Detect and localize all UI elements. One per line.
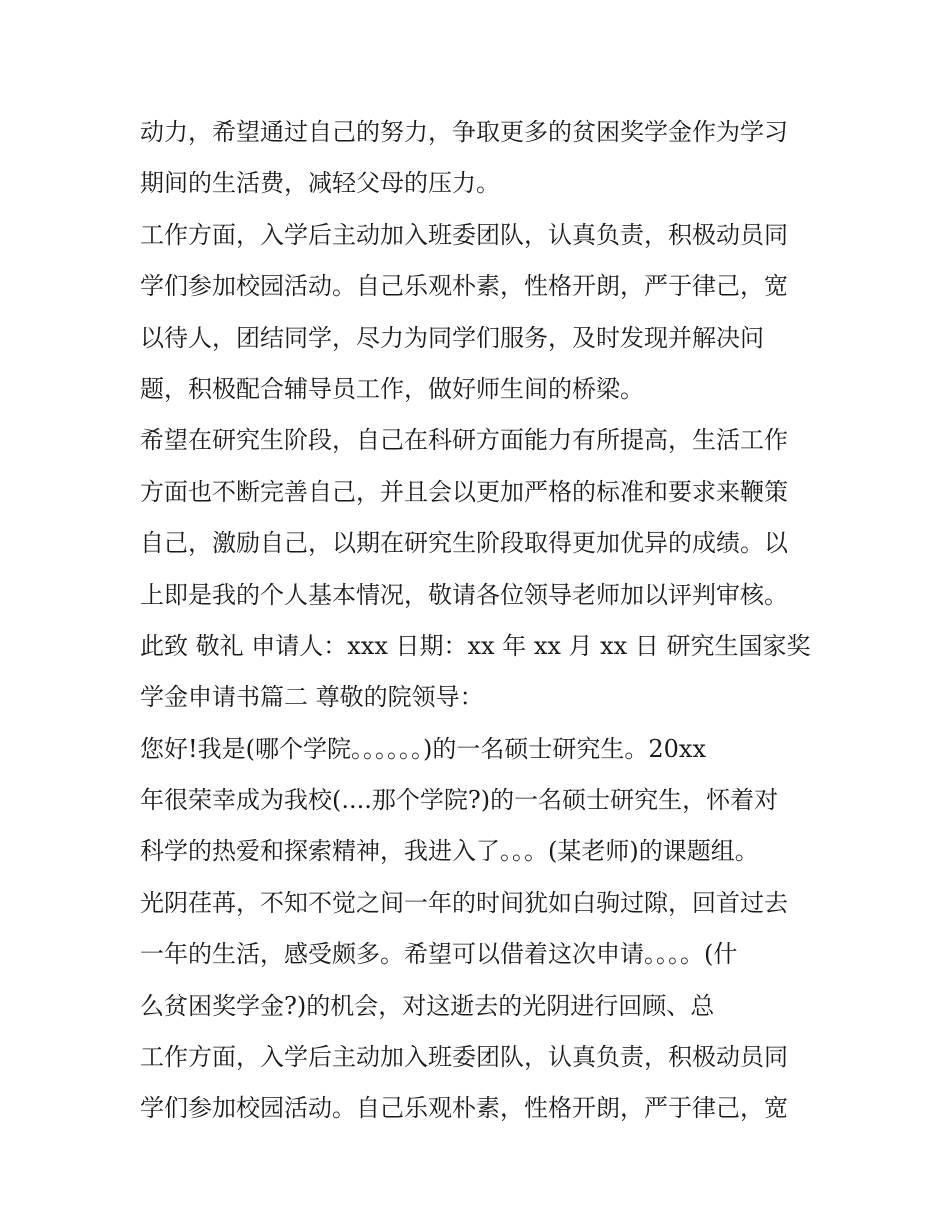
text-line: 学们参加校园活动。自己乐观朴素，性格开朗，严于律己，宽: [140, 1094, 788, 1123]
text-line: 年很荣幸成为我校(....那个学院?)的一名硕士研究生，怀着对: [140, 786, 779, 815]
text-line: 么贫困奖学金?)的机会，对这逝去的光阴进行回顾、总: [140, 991, 715, 1020]
text-line: 学们参加校园活动。自己乐观朴素，性格开朗，严于律己，宽: [140, 272, 788, 301]
text-line: 以待人，团结同学，尽力为同学们服务，及时发现并解决问: [140, 323, 764, 352]
text-line: 学金申请书篇二 尊敬的院领导：: [140, 683, 484, 712]
text-line: 期间的生活费，减轻父母的压力。: [140, 169, 500, 198]
text-line: 工作方面，入学后主动加入班委团队，认真负责，积极动员同: [140, 220, 788, 249]
text-line: 您好!我是(哪个学院。。。。。。)的一名硕士研究生。20xx: [140, 734, 706, 763]
text-line: 上即是我的个人基本情况，敬请各位领导老师加以评判审核。: [140, 580, 788, 609]
text-line: 一年的生活，感受颇多。希望可以借着这次申请。。。。(什: [140, 940, 738, 969]
text-line: 光阴荏苒，不知不觉之间一年的时间犹如白驹过隙，回首过去: [140, 888, 788, 917]
text-line: 自己，激励自己，以期在研究生阶段取得更加优异的成绩。以: [140, 529, 788, 558]
text-line: 科学的热爱和探索精神，我进入了。。。(某老师)的课题组。: [140, 837, 759, 866]
text-line: 工作方面，入学后主动加入班委团队，认真负责，积极动员同: [140, 1043, 788, 1072]
document-body: [140, 107, 820, 1135]
text-line: 方面也不断完善自己，并且会以更加严格的标准和要求来鞭策: [140, 477, 788, 506]
text-line: 动力，希望通过自己的努力，争取更多的贫困奖学金作为学习: [140, 118, 788, 146]
text-line: 此致 敬礼 申请人：xxx 日期：xx 年 xx 月 xx 日 研究生国家奖: [140, 631, 811, 660]
text-line: 题，积极配合辅导员工作，做好师生间的桥梁。: [140, 374, 644, 403]
text-line: 希望在研究生阶段，自己在科研方面能力有所提高，生活工作: [140, 426, 788, 455]
